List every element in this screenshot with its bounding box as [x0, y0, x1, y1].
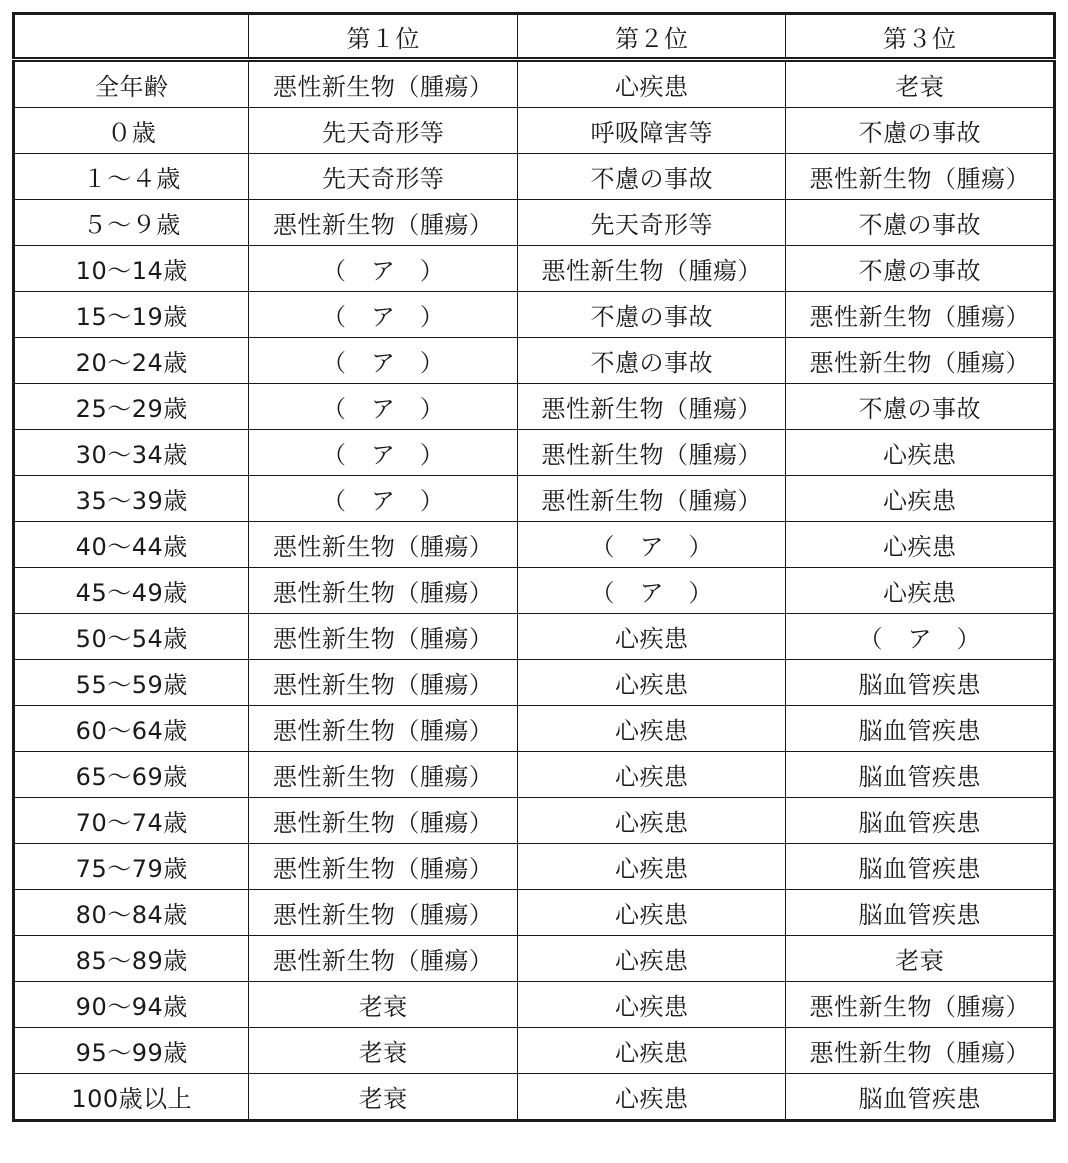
age-group-cell: ０歳	[14, 108, 249, 154]
rank-1-cell: 先天奇形等	[249, 108, 518, 154]
rank-3-cell: 不慮の事故	[786, 384, 1055, 430]
table-row	[14, 384, 1055, 430]
table-row	[14, 338, 1055, 384]
age-group-cell: 10～14歳	[14, 246, 249, 292]
rank-2-cell: 心疾患	[517, 1074, 786, 1121]
rank-2-cell: 心疾患	[517, 660, 786, 706]
age-group-cell: 60～64歳	[14, 706, 249, 752]
rank-3-cell: （ ア ）	[786, 614, 1055, 660]
header-rank-2: 第２位	[517, 14, 786, 60]
rank-2-cell: 悪性新生物（腫瘍）	[517, 430, 786, 476]
rank-3-cell: 脳血管疾患	[786, 706, 1055, 752]
age-group-cell: 65～69歳	[14, 752, 249, 798]
rank-2-cell: 心疾患	[517, 982, 786, 1028]
rank-2-cell: 呼吸障害等	[517, 108, 786, 154]
table-row	[14, 108, 1055, 154]
rank-3-cell: 心疾患	[786, 476, 1055, 522]
rank-1-cell: （ ア ）	[249, 246, 518, 292]
age-group-cell: 全年齢	[14, 60, 249, 108]
rank-1-cell: （ ア ）	[249, 476, 518, 522]
rank-1-cell: 悪性新生物（腫瘍）	[249, 752, 518, 798]
rank-3-cell: 老衰	[786, 936, 1055, 982]
rank-1-cell: 悪性新生物（腫瘍）	[249, 936, 518, 982]
rank-2-cell: 心疾患	[517, 752, 786, 798]
rank-2-cell: 不慮の事故	[517, 154, 786, 200]
rank-3-cell: 心疾患	[786, 430, 1055, 476]
age-group-cell: 55～59歳	[14, 660, 249, 706]
age-group-cell: 15～19歳	[14, 292, 249, 338]
age-group-cell: 75～79歳	[14, 844, 249, 890]
cause-of-death-rank-table	[12, 12, 1056, 1122]
rank-3-cell: 不慮の事故	[786, 108, 1055, 154]
table-row	[14, 982, 1055, 1028]
table-row	[14, 660, 1055, 706]
age-group-cell: 80～84歳	[14, 890, 249, 936]
rank-2-cell: 不慮の事故	[517, 292, 786, 338]
table-row	[14, 798, 1055, 844]
rank-3-cell: 悪性新生物（腫瘍）	[786, 1028, 1055, 1074]
age-group-cell: 95～99歳	[14, 1028, 249, 1074]
rank-2-cell: 心疾患	[517, 798, 786, 844]
table-row	[14, 154, 1055, 200]
rank-3-cell: 悪性新生物（腫瘍）	[786, 154, 1055, 200]
table-row	[14, 200, 1055, 246]
rank-1-cell: 悪性新生物（腫瘍）	[249, 60, 518, 108]
rank-2-cell: （ ア ）	[517, 522, 786, 568]
rank-2-cell: 心疾患	[517, 60, 786, 108]
table-row	[14, 844, 1055, 890]
rank-1-cell: 悪性新生物（腫瘍）	[249, 200, 518, 246]
rank-1-cell: （ ア ）	[249, 430, 518, 476]
age-group-cell: 40～44歳	[14, 522, 249, 568]
rank-3-cell: 心疾患	[786, 568, 1055, 614]
age-group-cell: 100歳以上	[14, 1074, 249, 1121]
rank-2-cell: 心疾患	[517, 1028, 786, 1074]
age-group-cell: 25～29歳	[14, 384, 249, 430]
rank-3-cell: 不慮の事故	[786, 246, 1055, 292]
table-row	[14, 890, 1055, 936]
rank-3-cell: 脳血管疾患	[786, 844, 1055, 890]
table-row	[14, 246, 1055, 292]
rank-2-cell: 先天奇形等	[517, 200, 786, 246]
header-corner	[14, 14, 249, 60]
rank-1-cell: 老衰	[249, 1028, 518, 1074]
rank-1-cell: 悪性新生物（腫瘍）	[249, 890, 518, 936]
rank-1-cell: （ ア ）	[249, 292, 518, 338]
rank-1-cell: 悪性新生物（腫瘍）	[249, 660, 518, 706]
rank-2-cell: 心疾患	[517, 936, 786, 982]
table-body	[14, 60, 1055, 1121]
rank-2-cell: 心疾患	[517, 614, 786, 660]
rank-2-cell: 心疾患	[517, 844, 786, 890]
age-group-cell: 70～74歳	[14, 798, 249, 844]
table-row	[14, 522, 1055, 568]
header-rank-3: 第３位	[786, 14, 1055, 60]
rank-1-cell: （ ア ）	[249, 384, 518, 430]
age-group-cell: 20～24歳	[14, 338, 249, 384]
table-header	[14, 14, 1055, 60]
rank-3-cell: 心疾患	[786, 522, 1055, 568]
rank-1-cell: 悪性新生物（腫瘍）	[249, 844, 518, 890]
age-group-cell: 50～54歳	[14, 614, 249, 660]
rank-3-cell: 脳血管疾患	[786, 660, 1055, 706]
rank-1-cell: 悪性新生物（腫瘍）	[249, 522, 518, 568]
table-row	[14, 292, 1055, 338]
rank-3-cell: 不慮の事故	[786, 200, 1055, 246]
age-group-cell: 45～49歳	[14, 568, 249, 614]
rank-2-cell: 不慮の事故	[517, 338, 786, 384]
table-row	[14, 60, 1055, 108]
rank-2-cell: 悪性新生物（腫瘍）	[517, 246, 786, 292]
rank-2-cell: 悪性新生物（腫瘍）	[517, 476, 786, 522]
rank-3-cell: 脳血管疾患	[786, 798, 1055, 844]
rank-1-cell: （ ア ）	[249, 338, 518, 384]
age-group-cell: 30～34歳	[14, 430, 249, 476]
rank-1-cell: 先天奇形等	[249, 154, 518, 200]
table-row	[14, 1074, 1055, 1121]
table-row	[14, 752, 1055, 798]
rank-2-cell: 悪性新生物（腫瘍）	[517, 384, 786, 430]
rank-3-cell: 老衰	[786, 60, 1055, 108]
rank-3-cell: 脳血管疾患	[786, 752, 1055, 798]
rank-3-cell: 悪性新生物（腫瘍）	[786, 292, 1055, 338]
rank-3-cell: 脳血管疾患	[786, 890, 1055, 936]
table-row	[14, 476, 1055, 522]
rank-2-cell: 心疾患	[517, 706, 786, 752]
age-group-cell: 35～39歳	[14, 476, 249, 522]
table-row	[14, 936, 1055, 982]
age-group-cell: 85～89歳	[14, 936, 249, 982]
rank-1-cell: 老衰	[249, 982, 518, 1028]
header-rank-1: 第１位	[249, 14, 518, 60]
rank-2-cell: 心疾患	[517, 890, 786, 936]
rank-1-cell: 悪性新生物（腫瘍）	[249, 798, 518, 844]
rank-1-cell: 悪性新生物（腫瘍）	[249, 568, 518, 614]
rank-1-cell: 老衰	[249, 1074, 518, 1121]
age-group-cell: １～４歳	[14, 154, 249, 200]
table-row	[14, 706, 1055, 752]
rank-1-cell: 悪性新生物（腫瘍）	[249, 614, 518, 660]
header-row	[14, 14, 1055, 60]
rank-3-cell: 脳血管疾患	[786, 1074, 1055, 1121]
age-group-cell: 90～94歳	[14, 982, 249, 1028]
table-row	[14, 568, 1055, 614]
rank-1-cell: 悪性新生物（腫瘍）	[249, 706, 518, 752]
age-group-cell: ５～９歳	[14, 200, 249, 246]
table-row	[14, 614, 1055, 660]
table-row	[14, 1028, 1055, 1074]
rank-3-cell: 悪性新生物（腫瘍）	[786, 338, 1055, 384]
rank-3-cell: 悪性新生物（腫瘍）	[786, 982, 1055, 1028]
rank-2-cell: （ ア ）	[517, 568, 786, 614]
table-row	[14, 430, 1055, 476]
